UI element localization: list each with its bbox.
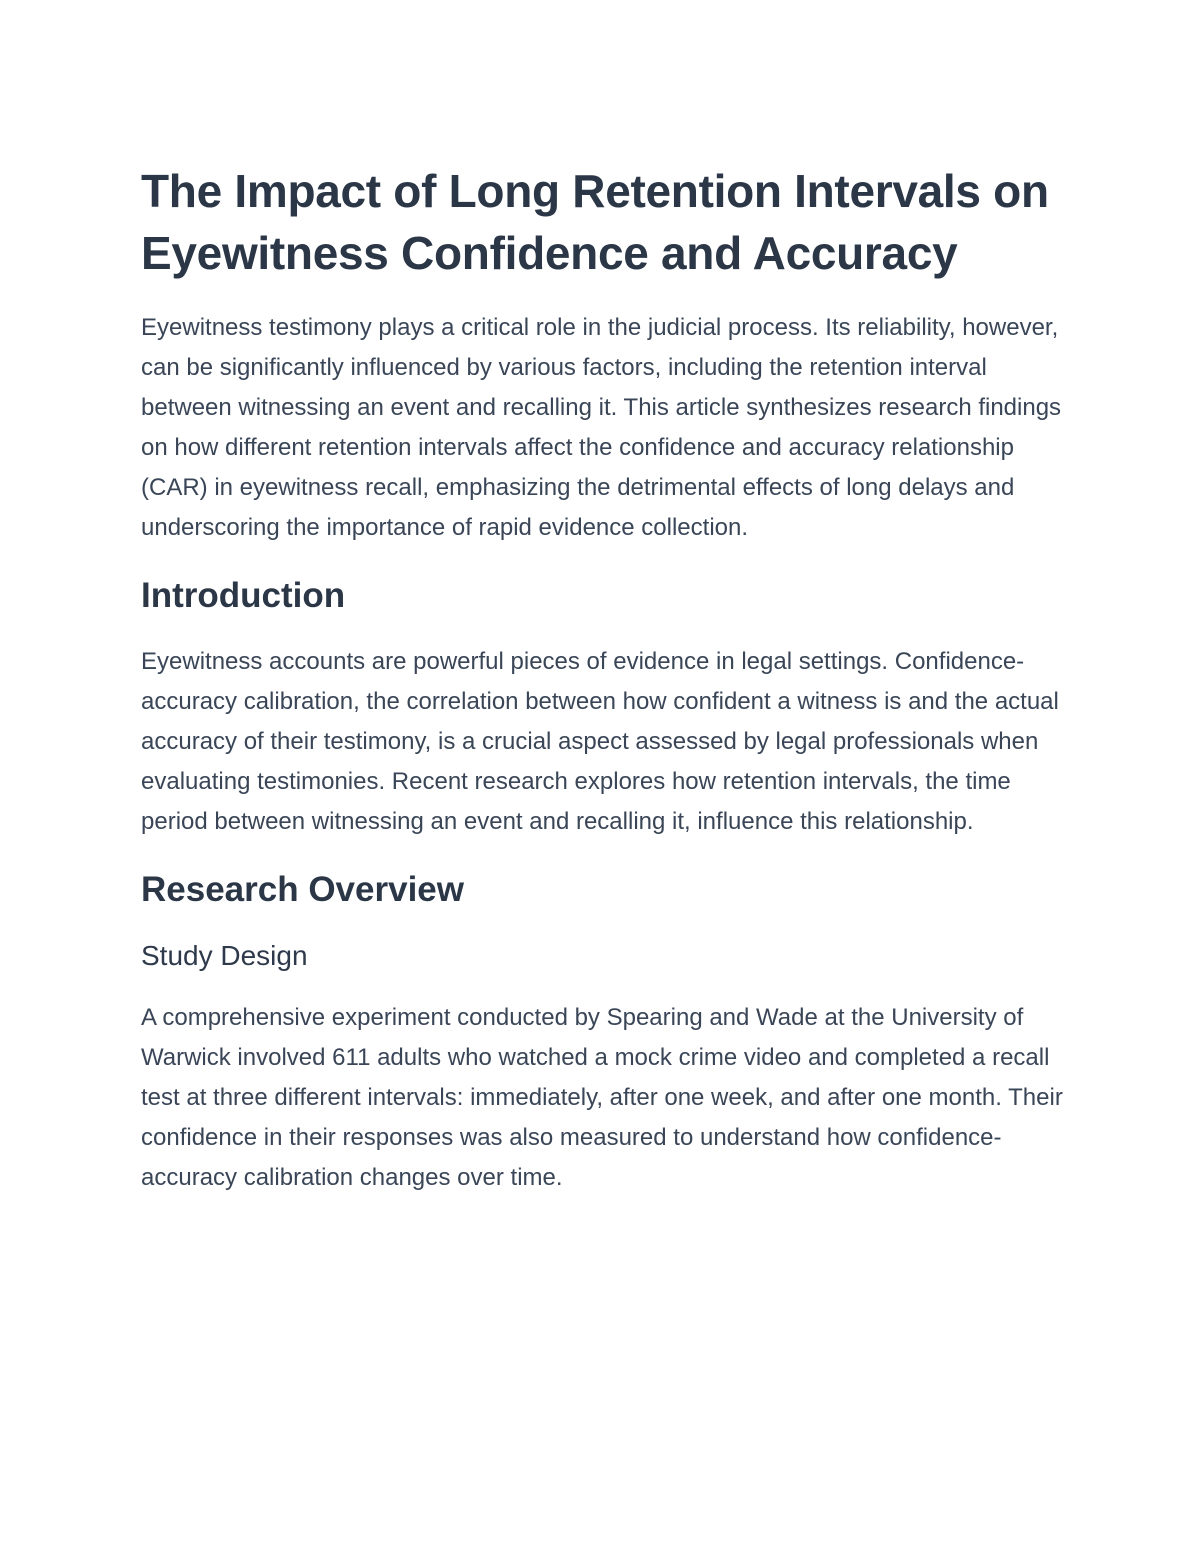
- section-heading-research-overview: Research Overview: [141, 870, 464, 909]
- article-title: The Impact of Long Retention Intervals on Eyewitness Confidence and Accuracy: [141, 165, 1049, 279]
- subsection-paragraph-study-design: A comprehensive experiment conducted by Spearing and Wade at the University of Warwick involved 611 adults who watched a mock crime video and completed a recall test at three different intervals: immediately, after one week, and after one month. Their confidence in their responses was also measured to understand how confidence-accuracy calibration changes over time.: [141, 1004, 1063, 1191]
- section-paragraph-introduction: Eyewitness accounts are powerful pieces of evidence in legal settings. Confidence-accuracy calibration, the correlation between how confident a witness is and the actual accuracy of their testimony, is a crucial aspect assessed by legal professionals when evaluating testimonies. Recent research explores how retention intervals, the time period between witnessing an event and recalling it, influence this relationship.: [141, 648, 1059, 835]
- subsection-heading-study-design: Study Design: [141, 940, 308, 971]
- section-heading-introduction: Introduction: [141, 576, 346, 615]
- article: [141, 160, 1071, 1198]
- intro-paragraph: Eyewitness testimony plays a critical role in the judicial process. Its reliability, however, can be significantly influenced by various factors, including the retention interval between witnessing an event and recalling it. This article synthesizes research findings on how different retention intervals affect the confidence and accuracy relationship (CAR) in eyewitness recall, emphasizing the detrimental effects of long delays and underscoring the importance of rapid evidence collection.: [141, 314, 1062, 541]
